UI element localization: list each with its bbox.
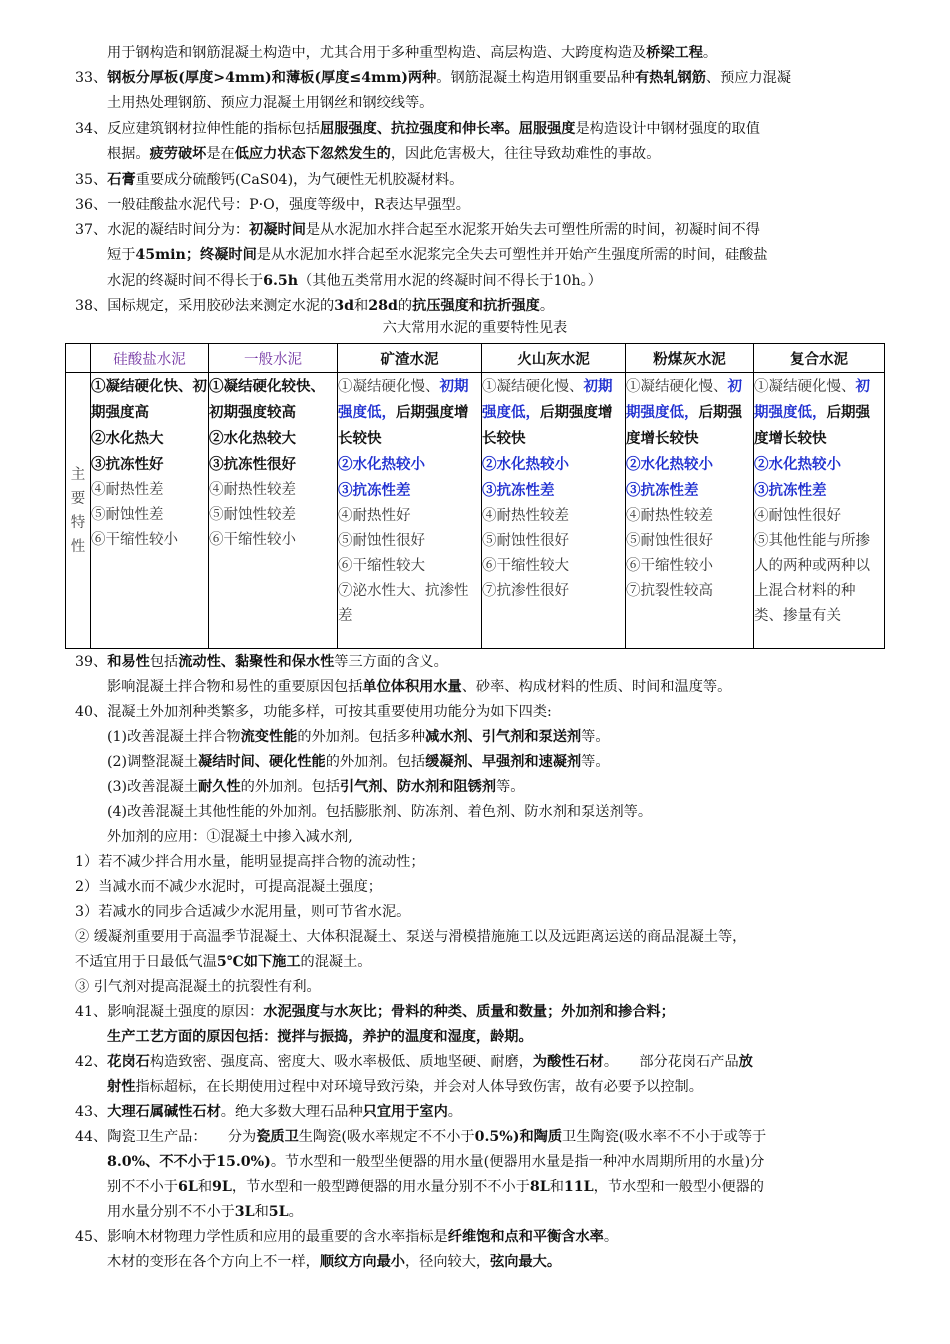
item-41-line-1 <box>75 1002 675 1022</box>
property-text: ⑤耐蚀性很好 <box>338 533 425 549</box>
header-cell: 一般水泥 <box>209 344 338 373</box>
property-text: 后期强度增长较快 <box>754 404 870 447</box>
property-item <box>338 529 481 554</box>
text-run: 不适宜用于日最低气温 <box>75 954 217 970</box>
text-run: ，节水型和一般型蹲便器的用水量分别不不小于 <box>231 1179 530 1195</box>
text-run-bold: 生产工艺方面的原因包括：搅拌与振捣，养护的温度和湿度，龄期。 <box>107 1029 533 1045</box>
property-text: ②水化热较大 <box>209 430 296 447</box>
text-run: 。 <box>447 1104 462 1120</box>
property-item <box>209 426 337 452</box>
property-text: ③抗冻性差 <box>338 482 411 499</box>
property-text: ③抗冻性差 <box>754 482 827 499</box>
property-item <box>209 374 337 426</box>
property-text: 后期强度增长较快 <box>482 404 613 447</box>
text-run: 44、陶瓷卫生产品： 分为 <box>75 1129 257 1145</box>
header-cell: 硅酸盐水泥 <box>91 344 209 373</box>
table-cell <box>338 373 482 649</box>
text-run: 的 <box>397 298 413 314</box>
text-run-bold: 缓凝剂、早强剂和速凝剂 <box>425 754 582 770</box>
text-run: 别不不小于 <box>107 1179 178 1195</box>
item-40-line-8: 2）当减水而不减少水泥时，可提高混凝土强度； <box>75 879 382 895</box>
property-item <box>754 374 884 452</box>
table-cell <box>626 373 754 649</box>
text-run-bold: 屈服强度、抗拉强度和伸长率。屈服强度 <box>320 121 576 137</box>
item-33-line-1 <box>75 68 791 88</box>
item-34-line-1 <box>75 119 760 139</box>
table-body-row <box>66 373 885 649</box>
text-run-bold: 引气剂、防水剂和阻锈剂 <box>339 779 497 795</box>
property-item <box>626 529 753 554</box>
property-item <box>91 503 208 528</box>
text-run-bold: 8L <box>529 1179 550 1195</box>
text-run-bold: 初凝时间 <box>249 222 306 238</box>
property-text: ⑤耐蚀性差 <box>91 507 164 523</box>
property-text: ③抗冻性很好 <box>209 456 296 473</box>
text-run-bold: 单位体积用水量 <box>362 679 462 695</box>
text-run: 卫生陶瓷(吸水率不不小于或等于 <box>562 1129 767 1145</box>
property-item <box>754 478 884 504</box>
text-run: 、预应力混凝 <box>705 70 792 86</box>
item-42-line-1 <box>75 1052 753 1072</box>
property-text: 初期强度低， <box>754 378 870 421</box>
text-run: 短于 <box>107 247 136 263</box>
item-39-line-1 <box>75 652 448 672</box>
text-run: （其他五类常用水泥的终凝时间不得长于10h。） <box>298 273 602 289</box>
property-text: ⑤耐蚀性很好 <box>482 533 569 549</box>
property-item <box>338 579 481 629</box>
text-run-bold: 只宜用于室内 <box>362 1104 448 1120</box>
text-run-bold: 水泥强度与水灰比；骨料的种类、质量和数量；外加剂和掺合料； <box>263 1004 675 1020</box>
text-run: 的外加剂。包括 <box>240 779 340 795</box>
property-text: ④耐蚀性很好 <box>754 508 841 524</box>
property-item <box>482 529 625 554</box>
property-item <box>338 452 481 478</box>
text-run-bold: 耐久性 <box>198 779 241 795</box>
property-item <box>626 504 753 529</box>
property-text: ②水化热大 <box>91 430 164 447</box>
text-run-bold: 0.5%)和陶质 <box>474 1129 563 1145</box>
header-cell: 复合水泥 <box>754 344 885 373</box>
table-title: 六大常用水泥的重要特性见表 <box>382 320 568 336</box>
text-run: 41、影响混凝土强度的原因： <box>75 1004 264 1020</box>
item-39-line-2 <box>107 677 731 697</box>
text-run-bold: 6.5h <box>263 273 299 289</box>
property-item <box>754 504 884 529</box>
text-run-bold: 3L <box>234 1204 255 1220</box>
header-cell: 火山灰水泥 <box>482 344 626 373</box>
header-cell: 矿渣水泥 <box>338 344 482 373</box>
property-text: ⑦抗渗性很好 <box>482 583 569 599</box>
property-item <box>482 478 625 504</box>
text-run: (1)改善混凝土拌合物 <box>107 729 241 745</box>
property-text: ②水化热较小 <box>626 456 713 473</box>
item-44-line-4 <box>107 1202 303 1222</box>
item-37-line-3 <box>107 271 602 291</box>
text-run-bold: 和易性 <box>107 654 150 670</box>
text-run: 等。 <box>496 779 525 795</box>
property-text: ⑤耐蚀性较差 <box>209 507 296 523</box>
item-40-line-3 <box>107 752 610 772</box>
row-head-char: 要 <box>70 490 86 507</box>
row-head-label <box>66 463 90 559</box>
text-run: 水泥的终凝时间不得长于 <box>107 273 264 289</box>
text-run: 重要成分硫酸钙(CaS04)，为气硬性无机胶凝材料。 <box>135 172 464 188</box>
property-text: ①凝结硬化慢、 <box>338 379 440 395</box>
text-run-bold: 疲劳破坏 <box>149 146 207 162</box>
item-40-line-11 <box>75 952 371 972</box>
text-run: 是在 <box>206 146 235 162</box>
property-text: 后期强度增长较快 <box>338 404 469 447</box>
property-item <box>209 503 337 528</box>
item-40-line-7: 1）若不减少拌合用水量，能明显提高拌合物的流动性； <box>75 854 425 870</box>
text-run: 构造致密、强度高、密度大、吸水率极低、质地坚硬、耐磨， <box>149 1054 533 1070</box>
row-head-char: 特 <box>70 514 86 531</box>
table-corner-cell <box>66 344 91 373</box>
item-44-line-1 <box>75 1127 766 1147</box>
property-item <box>626 579 753 604</box>
property-text: ④耐热性较差 <box>626 508 713 524</box>
text-run: 、砂率、构成材料的性质、时间和温度等。 <box>461 679 732 695</box>
header-cell: 粉煤灰水泥 <box>626 344 754 373</box>
text-run: 等。 <box>581 754 610 770</box>
item-40-line-2 <box>107 727 610 747</box>
item-40-line-10: ② 缓凝剂重要用于高温季节混凝土、大体积混凝土、泵送与滑模措施施工以及远距离运送的商品混凝土等， <box>75 929 747 945</box>
property-text: 初期强度低， <box>626 378 742 421</box>
property-item <box>338 504 481 529</box>
text-run: 用水量分别不不小于 <box>107 1204 235 1220</box>
property-text: ①凝结硬化慢、 <box>482 379 584 395</box>
property-text: ④耐热性好 <box>338 508 411 524</box>
property-item <box>754 452 884 478</box>
item-45-line-1 <box>75 1227 618 1247</box>
item-37-line-2 <box>107 245 768 265</box>
item-38 <box>75 296 554 316</box>
text-run: (3)改善混凝土 <box>107 779 199 795</box>
text-run: 影响混凝土拌合物和易性的重要原因包括 <box>107 679 363 695</box>
text-run: 的外加剂。包括 <box>325 754 426 770</box>
text-run: 是从水泥加水拌合起至水泥浆完全失去可塑性并开始产生强度所需的时间，硅酸盐 <box>256 247 768 263</box>
text-line <box>107 43 717 63</box>
text-run: 33、 <box>75 70 108 86</box>
property-text: ①凝结硬化快、初期强度高 <box>91 378 207 421</box>
text-run: 43、 <box>75 1104 108 1120</box>
text-run: ，节水型和一般型小便器的 <box>593 1179 764 1195</box>
text-run: 。 <box>539 298 555 314</box>
item-40-line-9: 3）若减水的同步合适减少水泥用量，则可节省水泥。 <box>75 904 411 920</box>
text-run-bold: 流动性、黏聚性和保水性 <box>178 654 335 670</box>
text-run-bold: 石膏 <box>107 172 136 188</box>
text-run: 木材的变形在各个方向上不一样， <box>107 1254 320 1270</box>
property-text: ⑤其他性能与所掺人的两种或两种以上混合材料的种类、掺量有关 <box>754 533 870 624</box>
text-run: 42、 <box>75 1054 108 1070</box>
property-item <box>209 478 337 503</box>
text-run: 的外加剂。包括多种 <box>297 729 426 745</box>
text-run: 。 <box>702 45 718 61</box>
property-item <box>482 554 625 579</box>
property-item <box>482 452 625 478</box>
table-header-row <box>66 344 885 373</box>
text-run-bold: 放 <box>738 1054 753 1070</box>
text-run: 用于钢构造和钢筋混凝土构造中，尤其合用于多种重型构造、高层构造、大跨度构造及 <box>107 45 647 61</box>
property-text: 后期强度增长较快 <box>626 404 742 447</box>
text-run-bold: 抗压强度和抗折强度 <box>412 298 540 314</box>
property-item <box>209 452 337 478</box>
item-45-line-2 <box>107 1252 561 1272</box>
text-run: 39、 <box>75 654 108 670</box>
item-33-line-2: 土用热处理钢筋、预应力混凝土用钢丝和钢绞线等。 <box>107 95 434 111</box>
text-run-bold: 弦向最大。 <box>490 1254 562 1270</box>
row-head-cell <box>66 373 91 649</box>
item-44-line-3 <box>107 1177 764 1197</box>
text-run-bold: 瓷质卫 <box>256 1129 299 1145</box>
text-run-bold: 5L <box>268 1204 289 1220</box>
text-run-bold: 花岗石 <box>107 1054 150 1070</box>
text-run: 指标超标，在长期使用过程中对环境导致污染，并会对人体导致伤害，故有必要予以控制。 <box>135 1079 703 1095</box>
text-run: 是从水泥加水拌合起至水泥浆开始失去可塑性所需的时间，初凝时间不得 <box>305 222 760 238</box>
text-run-bold: 45min；终凝时间 <box>135 247 257 263</box>
property-text: ④耐热性较差 <box>482 508 569 524</box>
item-44-line-2 <box>107 1152 764 1172</box>
text-run: 和 <box>354 298 369 314</box>
property-text: ①凝结硬化较快、初期强度较高 <box>209 378 325 421</box>
property-item <box>482 504 625 529</box>
property-item <box>91 452 208 478</box>
property-item <box>626 374 753 452</box>
text-run: ，径向较大， <box>404 1254 491 1270</box>
text-run: 38、国标规定，采用胶砂法来测定水泥的 <box>75 298 335 314</box>
text-run: 和 <box>254 1204 269 1220</box>
text-run-bold: 大理石属碱性石材 <box>107 1104 221 1120</box>
text-run-bold: 5℃如下施工 <box>216 954 301 970</box>
table-cell <box>209 373 338 649</box>
property-item <box>626 452 753 478</box>
text-run: 等三方面的含义。 <box>334 654 448 670</box>
text-run: 。节水型和一般型坐便器的用水量(便器用水量是指一种冲水周期所用的水量)分 <box>270 1154 765 1170</box>
property-item <box>754 529 884 629</box>
row-head-char: 主 <box>70 466 86 483</box>
item-35 <box>75 170 463 190</box>
text-run: 生陶瓷(吸水率规定不不小于 <box>298 1129 475 1145</box>
property-text: ①凝结硬化慢、 <box>754 379 856 395</box>
property-item <box>91 478 208 503</box>
text-run-bold: 11L <box>563 1179 594 1195</box>
item-42-line-2 <box>107 1077 703 1097</box>
text-run: 34、反应建筑钢材拉伸性能的指标包括 <box>75 121 321 137</box>
property-text: ③抗冻性差 <box>626 482 699 499</box>
text-run: 和 <box>549 1179 564 1195</box>
property-text: ③抗冻性差 <box>482 482 555 499</box>
property-item <box>91 528 208 553</box>
text-run-bold: 顺纹方向最小 <box>319 1254 405 1270</box>
property-text: ⑦泌水性大、抗渗性差 <box>338 583 469 624</box>
item-36: 36、一般硅酸盐水泥代号：P·O，强度等级中，R表达早强型。 <box>75 197 470 213</box>
text-run-bold: 有热轧钢筋 <box>634 70 706 86</box>
item-43 <box>75 1102 462 1122</box>
text-run-bold: 凝结时间、硬化性能 <box>198 754 326 770</box>
property-text: 初期强度低， <box>482 378 613 421</box>
property-text: ④耐热性差 <box>91 482 164 498</box>
text-run: 37、水泥的凝结时间分为： <box>75 222 250 238</box>
property-text: ⑥干缩性较大 <box>338 558 425 574</box>
property-text: ④耐热性较差 <box>209 482 296 498</box>
text-run-bold: 低应力状态下忽然发生的 <box>234 146 391 162</box>
text-run: 和 <box>197 1179 213 1195</box>
item-34-line-2 <box>107 144 660 164</box>
text-run-bold: 减水剂、引气剂和泵送剂 <box>425 729 582 745</box>
text-run: 包括 <box>149 654 179 670</box>
text-run: 。钢筋混凝土构造用钢重要品种 <box>436 70 635 86</box>
table-cell <box>754 373 885 649</box>
text-run-bold: 3d <box>334 298 355 314</box>
item-40-line-5: (4)改善混凝土其他性能的外加剂。包括膨胀剂、防冻剂、着色剂、防水剂和泵送剂等。 <box>107 804 653 820</box>
text-run-bold: 28d <box>368 298 398 314</box>
property-text: ②水化热较小 <box>754 456 841 473</box>
property-item <box>338 478 481 504</box>
text-run-bold: 流变性能 <box>240 729 298 745</box>
text-run: 35、 <box>75 172 108 188</box>
text-run: 是构造设计中钢材强度的取值 <box>575 121 760 137</box>
text-run-bold: 9L <box>212 1179 232 1195</box>
item-40-line-1: 40、混凝土外加剂种类繁多，功能多样，可按其重要使用功能分为如下四类: <box>75 704 552 720</box>
text-run-bold: 桥梁工程 <box>646 45 703 61</box>
text-run-bold: 为酸性石材 <box>532 1054 604 1070</box>
text-run-bold: 纤维饱和点和平衡含水率 <box>447 1229 604 1245</box>
property-text: ⑥干缩性较大 <box>482 558 569 574</box>
cement-properties-table <box>65 343 885 649</box>
table-cell <box>91 373 209 649</box>
text-run: (2)调整混凝土 <box>107 754 199 770</box>
property-text: ⑥干缩性较小 <box>209 532 296 548</box>
property-text: ⑥干缩性较小 <box>91 532 178 548</box>
property-text: ⑦抗裂性较高 <box>626 583 713 599</box>
text-run-bold: 射性 <box>107 1079 136 1095</box>
text-run-bold: 8.0%、不不小于15.0%) <box>107 1154 271 1170</box>
item-40-line-6: 外加剂的应用：①混凝土中掺入减水剂, <box>107 829 353 845</box>
text-run: 根据。 <box>107 146 150 162</box>
text-run: 的混凝土。 <box>300 954 372 970</box>
property-item <box>626 554 753 579</box>
property-item <box>482 374 625 452</box>
text-run: ，因此危害极大，往往导致劫难性的事故。 <box>390 146 661 162</box>
item-41-line-2 <box>107 1027 533 1047</box>
text-run: 。 <box>288 1204 303 1220</box>
property-item <box>91 426 208 452</box>
item-40-line-12: ③ 引气剂对提高混凝土的抗裂性有利。 <box>75 979 321 995</box>
item-40-line-4 <box>107 777 524 797</box>
text-run: 。 <box>603 1229 619 1245</box>
table-cell <box>482 373 626 649</box>
text-run-bold: 钢板分厚板(厚度>4mm)和薄板(厚度≤4mm)两种 <box>107 70 437 86</box>
row-head-char: 性 <box>70 538 86 555</box>
property-text: ②水化热较小 <box>482 456 569 473</box>
text-run: 45、影响木材物理力学性质和应用的最重要的含水率指标是 <box>75 1229 448 1245</box>
property-item <box>91 374 208 426</box>
property-text: ⑥干缩性较小 <box>626 558 713 574</box>
text-run: 。 部分花岗石产品 <box>603 1054 739 1070</box>
property-item <box>626 478 753 504</box>
property-text: ②水化热较小 <box>338 456 425 473</box>
property-item <box>209 528 337 553</box>
property-text: ③抗冻性好 <box>91 456 164 473</box>
item-37-line-1 <box>75 220 760 240</box>
property-text: 初期强度低， <box>338 378 469 421</box>
property-text: ①凝结硬化慢、 <box>626 379 728 395</box>
property-item <box>338 374 481 452</box>
text-run: 等。 <box>581 729 610 745</box>
text-run: 。绝大多数大理石品种 <box>220 1104 363 1120</box>
property-item <box>482 579 625 604</box>
property-text: ⑤耐蚀性很好 <box>626 533 713 549</box>
text-run-bold: 6L <box>177 1179 198 1195</box>
property-item <box>338 554 481 579</box>
